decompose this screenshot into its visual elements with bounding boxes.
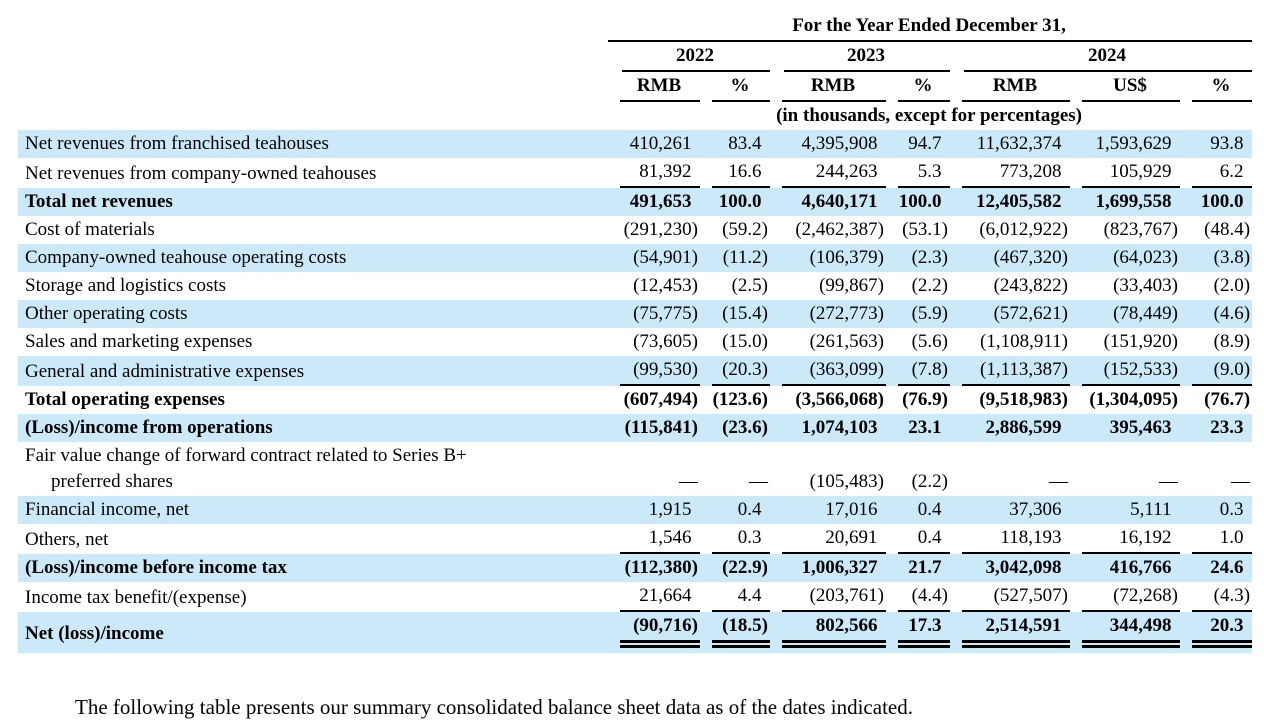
- cell-value: 16,192: [1082, 524, 1180, 554]
- table-row: [18, 130, 1252, 158]
- cell-value: (115,841): [624, 417, 698, 438]
- row-label: Cost of materials: [25, 219, 155, 240]
- cell-value: (90,716): [620, 612, 700, 648]
- cell-value: (1,113,387): [962, 356, 1070, 386]
- cell-value: (72,268): [1082, 582, 1180, 612]
- cell-value: 100.0: [718, 191, 762, 212]
- cell-value: (2.2): [911, 275, 948, 296]
- income-statement-table: [18, 12, 1252, 653]
- table-title: [608, 12, 1252, 42]
- cell-value: 83.4: [728, 133, 762, 154]
- cell-value: 0.4: [898, 524, 950, 554]
- cell-value: (823,767): [1103, 219, 1178, 240]
- cell-value: 21,664: [620, 582, 700, 612]
- cell-value: 344,498: [1082, 612, 1180, 648]
- table-row: [18, 158, 1252, 188]
- table-row: [18, 386, 1252, 414]
- cell-value: 24.6: [1210, 557, 1244, 578]
- cell-value: (15.4): [722, 303, 768, 324]
- cell-value: 1,699,558: [1095, 191, 1172, 212]
- cell-value: (5.6): [911, 331, 948, 352]
- cell-value: 5,111: [1130, 499, 1172, 520]
- cell-value: 4,640,171: [801, 191, 878, 212]
- cell-value: (123.6): [712, 389, 768, 410]
- units-note: (in thousands, except for percentages): [776, 105, 1082, 126]
- cell-value: 395,463: [1109, 417, 1172, 438]
- cell-value: 773,208: [962, 158, 1070, 188]
- row-label: Net revenues from franchised teahouses: [25, 133, 329, 154]
- header-spacer: [18, 12, 608, 42]
- table-title-text: For the Year Ended December 31,: [608, 12, 1252, 42]
- cell-value: 0.3: [1219, 499, 1244, 520]
- row-label: Net revenues from company-owned teahouses: [25, 163, 377, 184]
- row-label: Financial income, net: [25, 499, 190, 520]
- cell-value: 105,929: [1082, 158, 1180, 188]
- cell-value: (8.9): [1213, 331, 1251, 352]
- cell-value: 16.6: [712, 158, 770, 188]
- cell-value: 21.7: [908, 557, 942, 578]
- cell-value: 11,632,374: [976, 133, 1062, 154]
- cell-value: (572,621): [993, 303, 1068, 324]
- cell-value: 6.2: [1192, 158, 1252, 188]
- cell-value: (9,518,983): [979, 389, 1068, 410]
- cell-value: (607,494): [623, 389, 698, 410]
- cell-value: (11.2): [722, 247, 768, 268]
- col-2024-pct: %: [1180, 72, 1252, 102]
- col-2024-rmb: RMB: [950, 72, 1070, 102]
- header-spacer: [18, 42, 608, 72]
- cell-value: (12,453): [633, 275, 698, 296]
- cell-value: (467,320): [993, 247, 1068, 268]
- cell-value: (9.0): [1192, 356, 1252, 386]
- row-label: General and administrative expenses: [25, 361, 305, 382]
- col-2022-rmb: RMB: [608, 72, 700, 102]
- cell-value: 1,593,629: [1095, 133, 1172, 154]
- row-label: (Loss)/income from operations: [25, 417, 273, 438]
- row-label: Fair value change of forward contract related to Series B+ preferred shares: [25, 445, 467, 492]
- row-label: (Loss)/income before income tax: [25, 557, 287, 578]
- cell-value: (99,867): [819, 275, 884, 296]
- header-years-row: [18, 42, 1252, 72]
- cell-value: 416,766: [1109, 557, 1172, 578]
- cell-value: (1,108,911): [980, 331, 1068, 352]
- cell-value: (99,530): [620, 356, 700, 386]
- cell-value: 4,395,908: [801, 133, 878, 154]
- cell-value: (1,304,095): [1089, 389, 1178, 410]
- cell-value: (73,605): [633, 331, 698, 352]
- cell-value: (2.2): [911, 471, 948, 492]
- row-label: Total operating expenses: [25, 389, 225, 410]
- table-row: [18, 300, 1252, 328]
- table-row: [18, 328, 1252, 356]
- cell-value: (78,449): [1113, 303, 1178, 324]
- cell-value: (7.8): [898, 356, 950, 386]
- cell-value: (112,380): [624, 557, 698, 578]
- cell-value: —: [679, 471, 698, 492]
- row-label: Sales and marketing expenses: [25, 331, 253, 352]
- cell-value: (272,773): [809, 303, 884, 324]
- cell-value: (33,403): [1113, 275, 1178, 296]
- col-2022-pct: %: [700, 72, 770, 102]
- row-label: Other operating costs: [25, 303, 188, 324]
- cell-value: 491,653: [629, 191, 692, 212]
- cell-value: (3.8): [1213, 247, 1251, 268]
- cell-value: —: [1159, 471, 1178, 492]
- cell-value: 12,405,582: [975, 191, 1062, 212]
- table-row: [18, 612, 1252, 653]
- cell-value: (2.5): [731, 275, 768, 296]
- cell-value: 2,886,599: [985, 417, 1062, 438]
- cell-value: (152,533): [1082, 356, 1180, 386]
- header-currency-row: [18, 72, 1252, 102]
- header-spacer: [18, 72, 608, 102]
- year-group-2022: 2022: [608, 42, 770, 72]
- cell-value: (6,012,922): [979, 219, 1068, 240]
- col-2024-usd: US$: [1070, 72, 1180, 102]
- row-label: Total net revenues: [25, 191, 173, 212]
- cell-value: 37,306: [1009, 499, 1062, 520]
- cell-value: 1,006,327: [801, 557, 878, 578]
- table-row: [18, 414, 1252, 442]
- cell-value: (18.5): [712, 612, 770, 648]
- header-spacer: [18, 102, 608, 130]
- cell-value: —: [749, 471, 768, 492]
- cell-value: (76.7): [1204, 389, 1251, 410]
- cell-value: 0.3: [712, 524, 770, 554]
- cell-value: 0.4: [737, 499, 762, 520]
- cell-value: 4.4: [712, 582, 770, 612]
- cell-value: (4.4): [898, 582, 950, 612]
- cell-value: 17,016: [825, 499, 878, 520]
- cell-value: (23.6): [722, 417, 768, 438]
- header-title-row: [18, 12, 1252, 42]
- table-row: [18, 554, 1252, 582]
- cell-value: —: [1049, 471, 1068, 492]
- footer-paragraph: The following table presents our summary consolidated balance sheet data as of the dates indicated.: [75, 695, 913, 719]
- cell-value: (527,507): [962, 582, 1070, 612]
- table-body: [18, 130, 1252, 653]
- row-label: Others, net: [25, 529, 109, 550]
- cell-value: 802,566: [782, 612, 886, 648]
- cell-value: 94.7: [908, 133, 942, 154]
- cell-value: 1,074,103: [801, 417, 878, 438]
- cell-value: 410,261: [629, 133, 692, 154]
- row-label: Net (loss)/income: [25, 623, 164, 644]
- cell-value: 1.0: [1192, 524, 1252, 554]
- year-group-2024: 2024: [950, 42, 1252, 72]
- cell-value: (151,920): [1103, 331, 1178, 352]
- cell-value: 20,691: [782, 524, 886, 554]
- cell-value: (4.6): [1213, 303, 1251, 324]
- table-row: [18, 582, 1252, 612]
- cell-value: (5.9): [911, 303, 948, 324]
- table-row: [18, 244, 1252, 272]
- cell-value: (4.3): [1192, 582, 1252, 612]
- row-label: Storage and logistics costs: [25, 275, 227, 296]
- table-row: [18, 496, 1252, 524]
- col-2023-pct: %: [886, 72, 950, 102]
- cell-value: (48.4): [1204, 219, 1251, 240]
- cell-value: (363,099): [782, 356, 886, 386]
- cell-value: (20.3): [712, 356, 770, 386]
- header-note-row: [18, 102, 1252, 130]
- cell-value: 20.3: [1192, 612, 1252, 648]
- table-header: [18, 12, 1252, 130]
- cell-value: 100.0: [1200, 191, 1244, 212]
- table-row: [18, 272, 1252, 300]
- cell-value: (261,563): [809, 331, 884, 352]
- cell-value: 1,915: [648, 499, 692, 520]
- cell-value: (105,483): [809, 471, 884, 492]
- row-label: Income tax benefit/(expense): [25, 587, 247, 608]
- cell-value: 100.0: [898, 191, 942, 212]
- table-row: [18, 216, 1252, 244]
- cell-value: 3,042,098: [985, 557, 1062, 578]
- cell-value: (3,566,068): [795, 389, 884, 410]
- cell-value: 17.3: [898, 612, 950, 648]
- cell-value: (203,761): [782, 582, 886, 612]
- cell-value: (243,822): [993, 275, 1068, 296]
- cell-value: (2,462,387): [795, 219, 884, 240]
- table-row: [18, 524, 1252, 554]
- cell-value: (76.9): [902, 389, 948, 410]
- cell-value: 244,263: [782, 158, 886, 188]
- table-row-two-line: [18, 442, 1252, 496]
- cell-value: (53.1): [902, 219, 948, 240]
- cell-value: (59.2): [722, 219, 768, 240]
- cell-value: —: [1231, 471, 1251, 492]
- cell-value: 93.8: [1210, 133, 1244, 154]
- cell-value: 5.3: [898, 158, 950, 188]
- cell-value: (54,901): [633, 247, 698, 268]
- cell-value: 0.4: [917, 499, 942, 520]
- table-row: [18, 188, 1252, 216]
- cell-value: 2,514,591: [962, 612, 1070, 648]
- cell-value: (291,230): [623, 219, 698, 240]
- cell-value: 23.1: [908, 417, 942, 438]
- cell-value: 23.3: [1210, 417, 1244, 438]
- cell-value: (22.9): [722, 557, 768, 578]
- row-label: Company-owned teahouse operating costs: [25, 247, 347, 268]
- col-2023-rmb: RMB: [770, 72, 886, 102]
- cell-value: 1,546: [620, 524, 700, 554]
- cell-value: (2.0): [1213, 275, 1251, 296]
- cell-value: (2.3): [911, 247, 948, 268]
- cell-value: 81,392: [620, 158, 700, 188]
- cell-value: (15.0): [722, 331, 768, 352]
- cell-value: 118,193: [962, 524, 1070, 554]
- cell-value: (75,775): [633, 303, 698, 324]
- cell-value: (64,023): [1113, 247, 1178, 268]
- table-row: [18, 356, 1252, 386]
- cell-value: (106,379): [809, 247, 884, 268]
- year-group-2023: 2023: [770, 42, 950, 72]
